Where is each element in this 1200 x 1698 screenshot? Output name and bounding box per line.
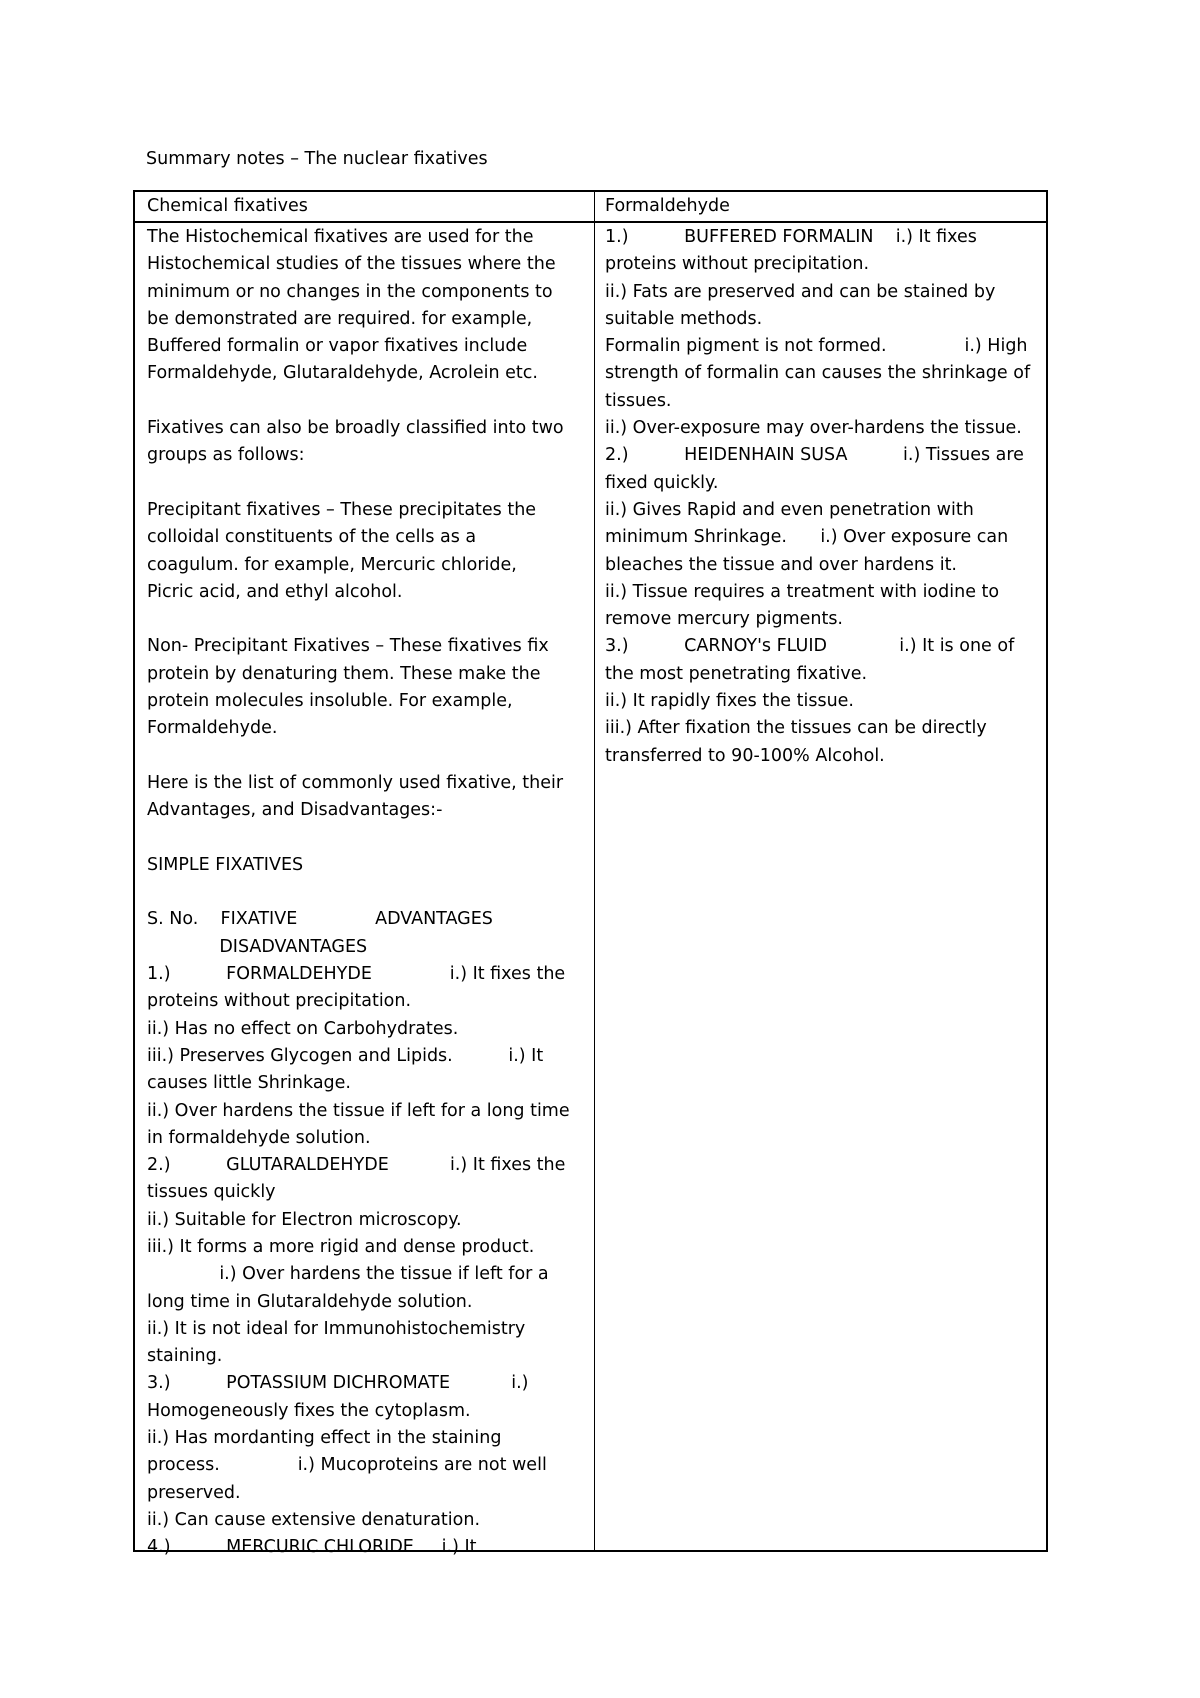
left-text-line: process. i.) Mucoproteins are not well — [147, 1455, 547, 1476]
left-text-line: causes little Shrinkage. — [147, 1073, 351, 1094]
header-chemical-fixatives: Chemical fixatives — [147, 196, 308, 216]
left-text-line — [147, 606, 587, 633]
left-text-line: iii.) Preserves Glycogen and Lipids. i.) It — [147, 1045, 544, 1066]
left-text-line: Here is the list of commonly used fixative, their — [147, 772, 564, 793]
left-text-line: coagulum. for example, Mercuric chloride, — [147, 554, 517, 575]
right-text-line: iii.) After fixation the tissues can be directly — [605, 718, 987, 739]
left-text-line: minimum or no changes in the components to — [147, 281, 553, 302]
left-text-line: Picric acid, and ethyl alcohol. — [147, 581, 403, 602]
left-text-line: ii.) Suitable for Electron microscopy. — [147, 1209, 462, 1230]
left-text-line: 2.) GLUTARALDEHYDE i.) It fixes the — [147, 1155, 566, 1176]
left-text-line: 1.) FORMALDEHYDE i.) It fixes the — [147, 964, 566, 985]
right-text-line: the most penetrating fixative. — [605, 663, 868, 684]
left-text-line: 3.) POTASSIUM DICHROMATE i.) — [147, 1373, 529, 1394]
left-text-line: ii.) Over hardens the tissue if left for a long time — [147, 1100, 570, 1121]
right-text-line: tissues. — [605, 390, 672, 411]
left-text-line: Homogeneously fixes the cytoplasm. — [147, 1400, 471, 1421]
table-header-row — [135, 192, 1046, 223]
left-text-line: SIMPLE FIXATIVES — [147, 854, 304, 875]
right-text-line: suitable methods. — [605, 308, 763, 329]
column-divider — [594, 192, 595, 1550]
left-text-line: tissues quickly — [147, 1182, 276, 1203]
left-text-line — [147, 388, 587, 415]
left-text-line: ii.) Can cause extensive denaturation. — [147, 1509, 481, 1530]
left-text-line: Advantages, and Disadvantages:- — [147, 800, 443, 821]
left-text-line: ii.) Has mordanting effect in the staining — [147, 1428, 502, 1449]
left-text-line: S. No. FIXATIVE ADVANTAGES — [147, 909, 493, 930]
right-text-line: ii.) It rapidly fixes the tissue. — [605, 691, 854, 712]
formaldehyde-cell — [605, 224, 1045, 770]
left-text-line: iii.) It forms a more rigid and dense product. — [147, 1236, 535, 1257]
left-text-line — [147, 825, 587, 852]
left-text-line: i.) Over hardens the tissue if left for a — [147, 1264, 549, 1285]
right-text-line: 2.) HEIDENHAIN SUSA i.) Tissues are — [605, 445, 1024, 466]
document-title: Summary notes – The nuclear fixatives — [146, 149, 488, 169]
left-text-line: groups as follows: — [147, 445, 305, 466]
left-text-line — [147, 879, 587, 906]
header-formaldehyde: Formaldehyde — [605, 196, 730, 216]
left-text-line: Formaldehyde, Glutaraldehyde, Acrolein etc. — [147, 363, 538, 384]
left-text-line: colloidal constituents of the cells as a — [147, 527, 477, 548]
left-text-line — [147, 743, 587, 770]
chemical-fixatives-cell — [147, 224, 587, 1562]
left-text-line: protein molecules insoluble. For example, — [147, 691, 513, 712]
right-text-line: bleaches the tissue and over hardens it. — [605, 554, 957, 575]
right-text-line: remove mercury pigments. — [605, 609, 843, 630]
left-text-line: 4.) MERCURIC CHLORIDE i.) It — [147, 1537, 477, 1558]
right-text-line: fixed quickly. — [605, 472, 719, 493]
left-text-line: DISADVANTAGES — [147, 936, 368, 957]
right-text-line: 1.) BUFFERED FORMALIN i.) It fixes — [605, 227, 977, 247]
left-text-line: Precipitant fixatives – These precipitates the — [147, 499, 537, 520]
right-text-line: strength of formalin can causes the shrinkage of — [605, 363, 1031, 384]
left-text-line: preserved. — [147, 1482, 241, 1503]
left-text-line: protein by denaturing them. These make the — [147, 663, 541, 684]
left-text-line: in formaldehyde solution. — [147, 1127, 371, 1148]
left-text-line: Histochemical studies of the tissues where the — [147, 254, 556, 275]
left-text-line: Formaldehyde. — [147, 718, 278, 739]
left-text-line: be demonstrated are required. for example, — [147, 308, 533, 329]
right-text-line: ii.) Over-exposure may over-hardens the tissue. — [605, 418, 1022, 439]
right-text-line: transferred to 90-100% Alcohol. — [605, 745, 885, 766]
left-text-line: proteins without precipitation. — [147, 991, 412, 1012]
right-text-line: ii.) Tissue requires a treatment with iodine to — [605, 581, 1000, 602]
right-text-line: minimum Shrinkage. i.) Over exposure can — [605, 527, 1009, 548]
left-text-line: ii.) It is not ideal for Immunohistochemistry — [147, 1318, 526, 1339]
left-text-line: Buffered formalin or vapor fixatives include — [147, 336, 528, 357]
right-text-line: ii.) Fats are preserved and can be stained by — [605, 281, 996, 302]
right-text-line: proteins without precipitation. — [605, 254, 870, 275]
left-text-line — [147, 470, 587, 497]
right-text-line: 3.) CARNOY's FLUID i.) It is one of — [605, 636, 1015, 657]
right-text-line: ii.) Gives Rapid and even penetration with — [605, 499, 974, 520]
left-text-line: Non- Precipitant Fixatives – These fixatives fix — [147, 636, 549, 657]
fixatives-table — [133, 190, 1048, 1558]
left-text-line: staining. — [147, 1346, 223, 1367]
left-text-line: long time in Glutaraldehyde solution. — [147, 1291, 473, 1312]
left-text-line: Fixatives can also be broadly classified into two — [147, 418, 564, 439]
left-text-line: ii.) Has no effect on Carbohydrates. — [147, 1018, 459, 1039]
left-text-line: The Histochemical fixatives are used for the — [147, 227, 534, 247]
right-text-line: Formalin pigment is not formed. i.) High — [605, 336, 1028, 357]
